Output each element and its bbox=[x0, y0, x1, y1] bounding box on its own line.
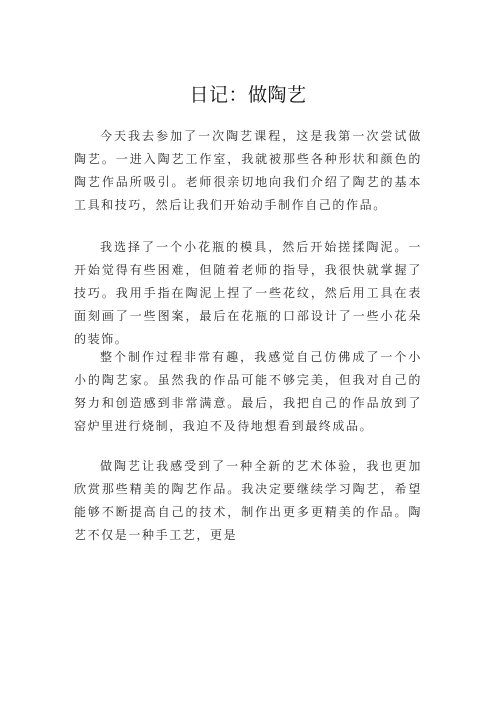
paragraph-2: 我选择了一个小花瓶的模具，然后开始搓揉陶泥。一开始觉得有些困难，但随着老师的指导，我很快就掌握了技巧。我用手指在陶泥上捏了一些花纹，然后用工具在表面刻画了一些图案，最后在花瓶的口部设计了一些小花朵的装饰。 bbox=[74, 240, 422, 346]
paragraph-3: 整个制作过程非常有趣，我感觉自己仿佛成了一个小小的陶艺家。虽然我的作品可能不够完美，但我对自己的努力和创造感到非常满意。最后，我把自己的作品放到了窑炉里进行烧制，我迫不及待地想看到最终成品。 bbox=[74, 350, 422, 433]
document-title: 日记：做陶艺 bbox=[189, 84, 307, 106]
paragraph-4: 做陶艺让我感受到了一种全新的艺术体验，我也更加欣赏那些精美的陶艺作品。我决定要继续学习陶艺，希望能够不断提高自己的技术，制作出更多更精美的作品。陶艺不仅是一种手工艺，更是 bbox=[74, 459, 422, 542]
paragraph-1: 今天我去参加了一次陶艺课程，这是我第一次尝试做陶艺。一进入陶艺工作室，我就被那些各种形状和颜色的陶艺作品所吸引。老师很亲切地向我们介绍了陶艺的基本工具和技巧，然后让我们开始动手制作自己的作品。 bbox=[74, 129, 422, 212]
